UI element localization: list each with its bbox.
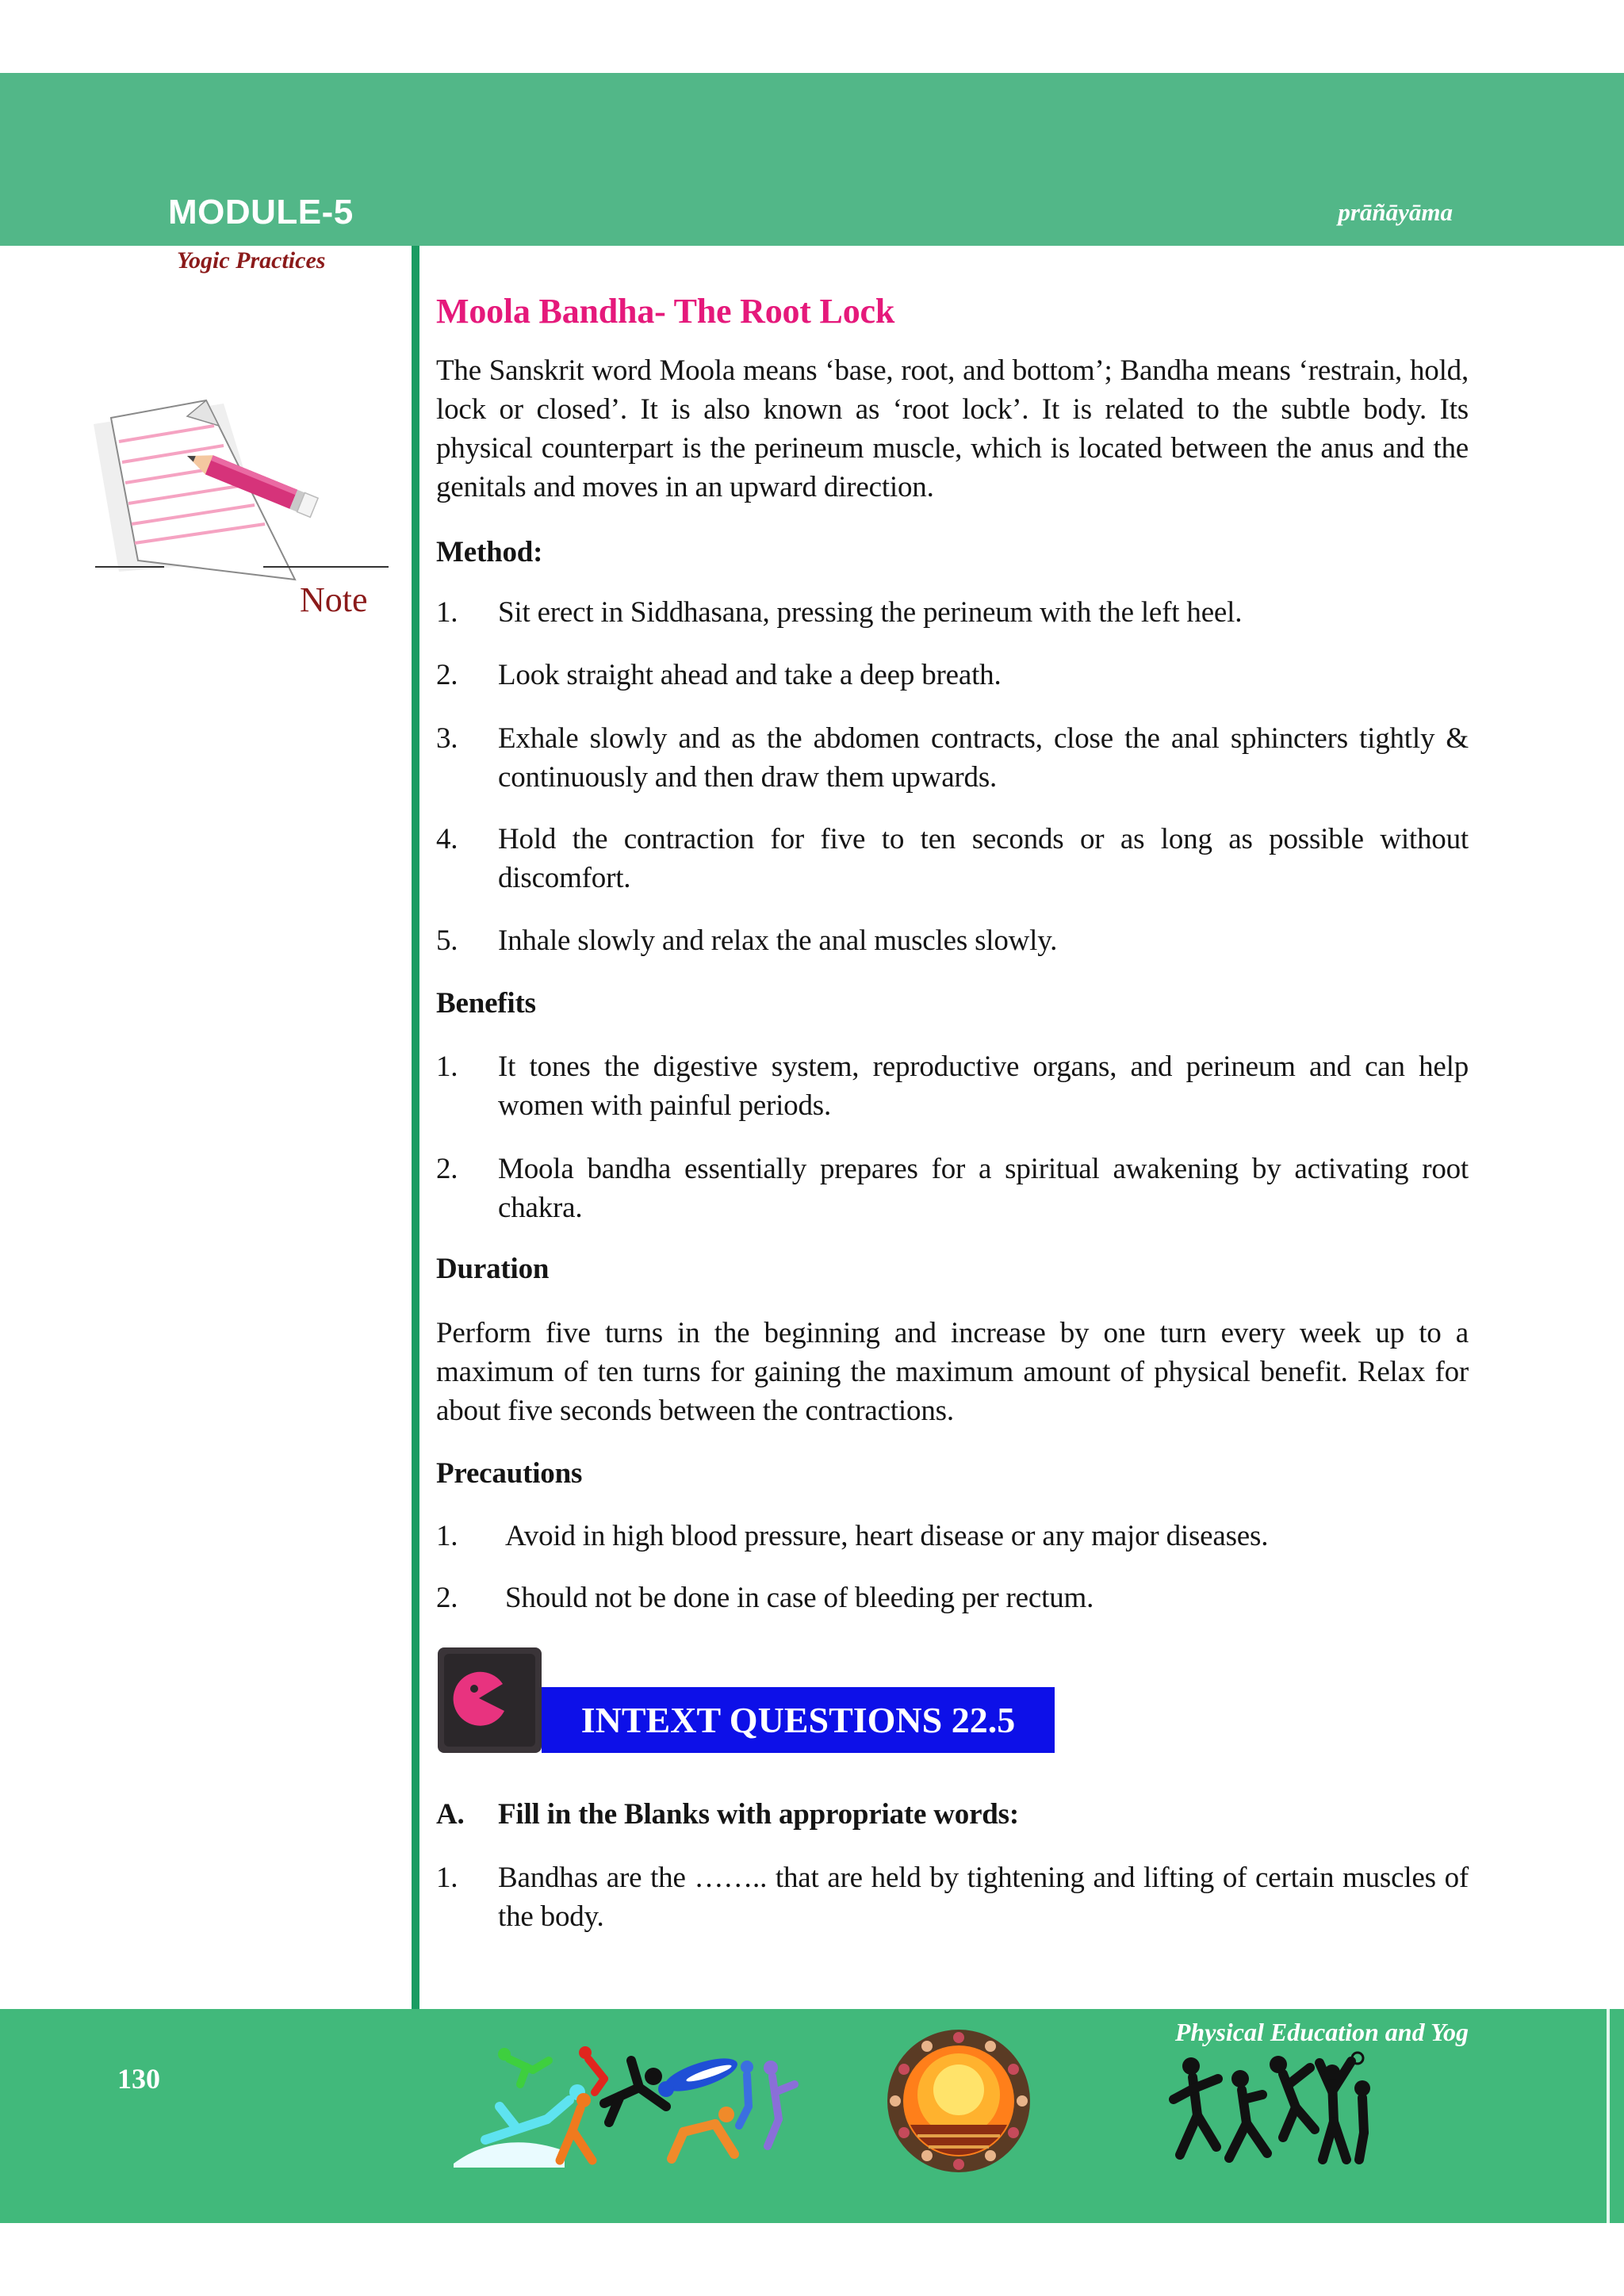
- item-number: 3.: [436, 722, 458, 755]
- athletes-illustration: [454, 2043, 813, 2168]
- method-heading: Method:: [436, 536, 543, 568]
- benefits-heading: Benefits: [436, 987, 536, 1020]
- item-number: 1.: [436, 1862, 458, 1894]
- item-number: 2.: [436, 1153, 458, 1185]
- item-number: 1.: [436, 1520, 458, 1552]
- list-item: [436, 656, 1469, 695]
- footer-edge-line: [1607, 2009, 1610, 2223]
- item-text: Avoid in high blood pressure, heart disease or any major diseases.: [505, 1520, 1269, 1552]
- item-text: Bandhas are the …….. that are held by tightening and lifting of certain muscles of the body.: [498, 1862, 1469, 1933]
- item-text: Hold the contraction for five to ten seconds or as long as possible without discomfort.: [498, 823, 1469, 894]
- item-number: 1.: [436, 596, 458, 629]
- list-item: [436, 1517, 1469, 1556]
- item-text: Should not be done in case of bleeding per rectum.: [505, 1582, 1094, 1614]
- module-subtitle: Yogic Practices: [177, 247, 326, 274]
- item-text: Inhale slowly and relax the anal muscles slowly.: [498, 924, 1058, 957]
- list-item: [436, 1150, 1469, 1227]
- item-text: Look straight ahead and take a deep breath.: [498, 659, 1002, 691]
- item-number: 1.: [436, 1050, 458, 1083]
- list-item: [436, 1578, 1469, 1617]
- precautions-heading: Precautions: [436, 1457, 583, 1490]
- item-number: 2.: [436, 1582, 458, 1614]
- item-number: 4.: [436, 823, 458, 855]
- margin-divider: [412, 246, 419, 2009]
- sun-yoga-illustration: [886, 2028, 1032, 2175]
- question-section-heading: [436, 1795, 1469, 1834]
- item-number: 5.: [436, 924, 458, 957]
- item-text: Exhale slowly and as the abdomen contracts, close the anal sphincters tightly & continuously and then draw them upwards.: [498, 722, 1469, 794]
- item-text: Moola bandha essentially prepares for a spiritual awakening by activating root chakra.: [498, 1153, 1469, 1224]
- lesson-title: Moola Bandha- The Root Lock: [436, 292, 895, 331]
- module-label: MODULE-5: [168, 193, 354, 232]
- chapter-topic: prāñāyāma: [1338, 198, 1453, 226]
- list-item: [436, 719, 1469, 797]
- page-number: 130: [117, 2063, 160, 2095]
- item-text: Sit erect in Siddhasana, pressing the perineum with the left heel.: [498, 596, 1243, 629]
- duration-heading: Duration: [436, 1253, 550, 1285]
- list-item: [436, 921, 1469, 960]
- silhouettes-illustration: [1164, 2050, 1377, 2168]
- duration-paragraph: Perform five turns in the beginning and increase by one turn every week up to a maximum of ten turns for gaining the maximum amount of physical benefit. Relax for about five seconds between the contractions.: [436, 1317, 1469, 1427]
- section-label: A.: [436, 1798, 465, 1831]
- note-pencil-icon: [87, 392, 393, 587]
- intext-question-icon: [438, 1647, 542, 1753]
- list-item: [436, 593, 1469, 632]
- list-item: [436, 1047, 1469, 1125]
- section-heading: Fill in the Blanks with appropriate words:: [498, 1798, 1020, 1831]
- note-label: Note: [300, 580, 368, 619]
- intext-banner: [542, 1687, 1055, 1753]
- item-number: 2.: [436, 659, 458, 691]
- intext-title: INTEXT QUESTIONS 22.5: [580, 1699, 1016, 1740]
- list-item: [436, 820, 1469, 897]
- question-item: [436, 1858, 1469, 1936]
- item-text: It tones the digestive system, reproductive organs, and perineum and can help women with painful periods.: [498, 1050, 1469, 1122]
- book-title: Physical Education and Yog: [1174, 2018, 1469, 2046]
- intro-paragraph: The Sanskrit word Moola means ‘base, root, and bottom’; Bandha means ‘restrain, hold, lock or closed’. It is also known as ‘root lock’. It is related to the subtle body. Its physical counterpart is the perineum muscle, which is located between the anus and the genitals and moves in an upward direction.: [436, 354, 1469, 503]
